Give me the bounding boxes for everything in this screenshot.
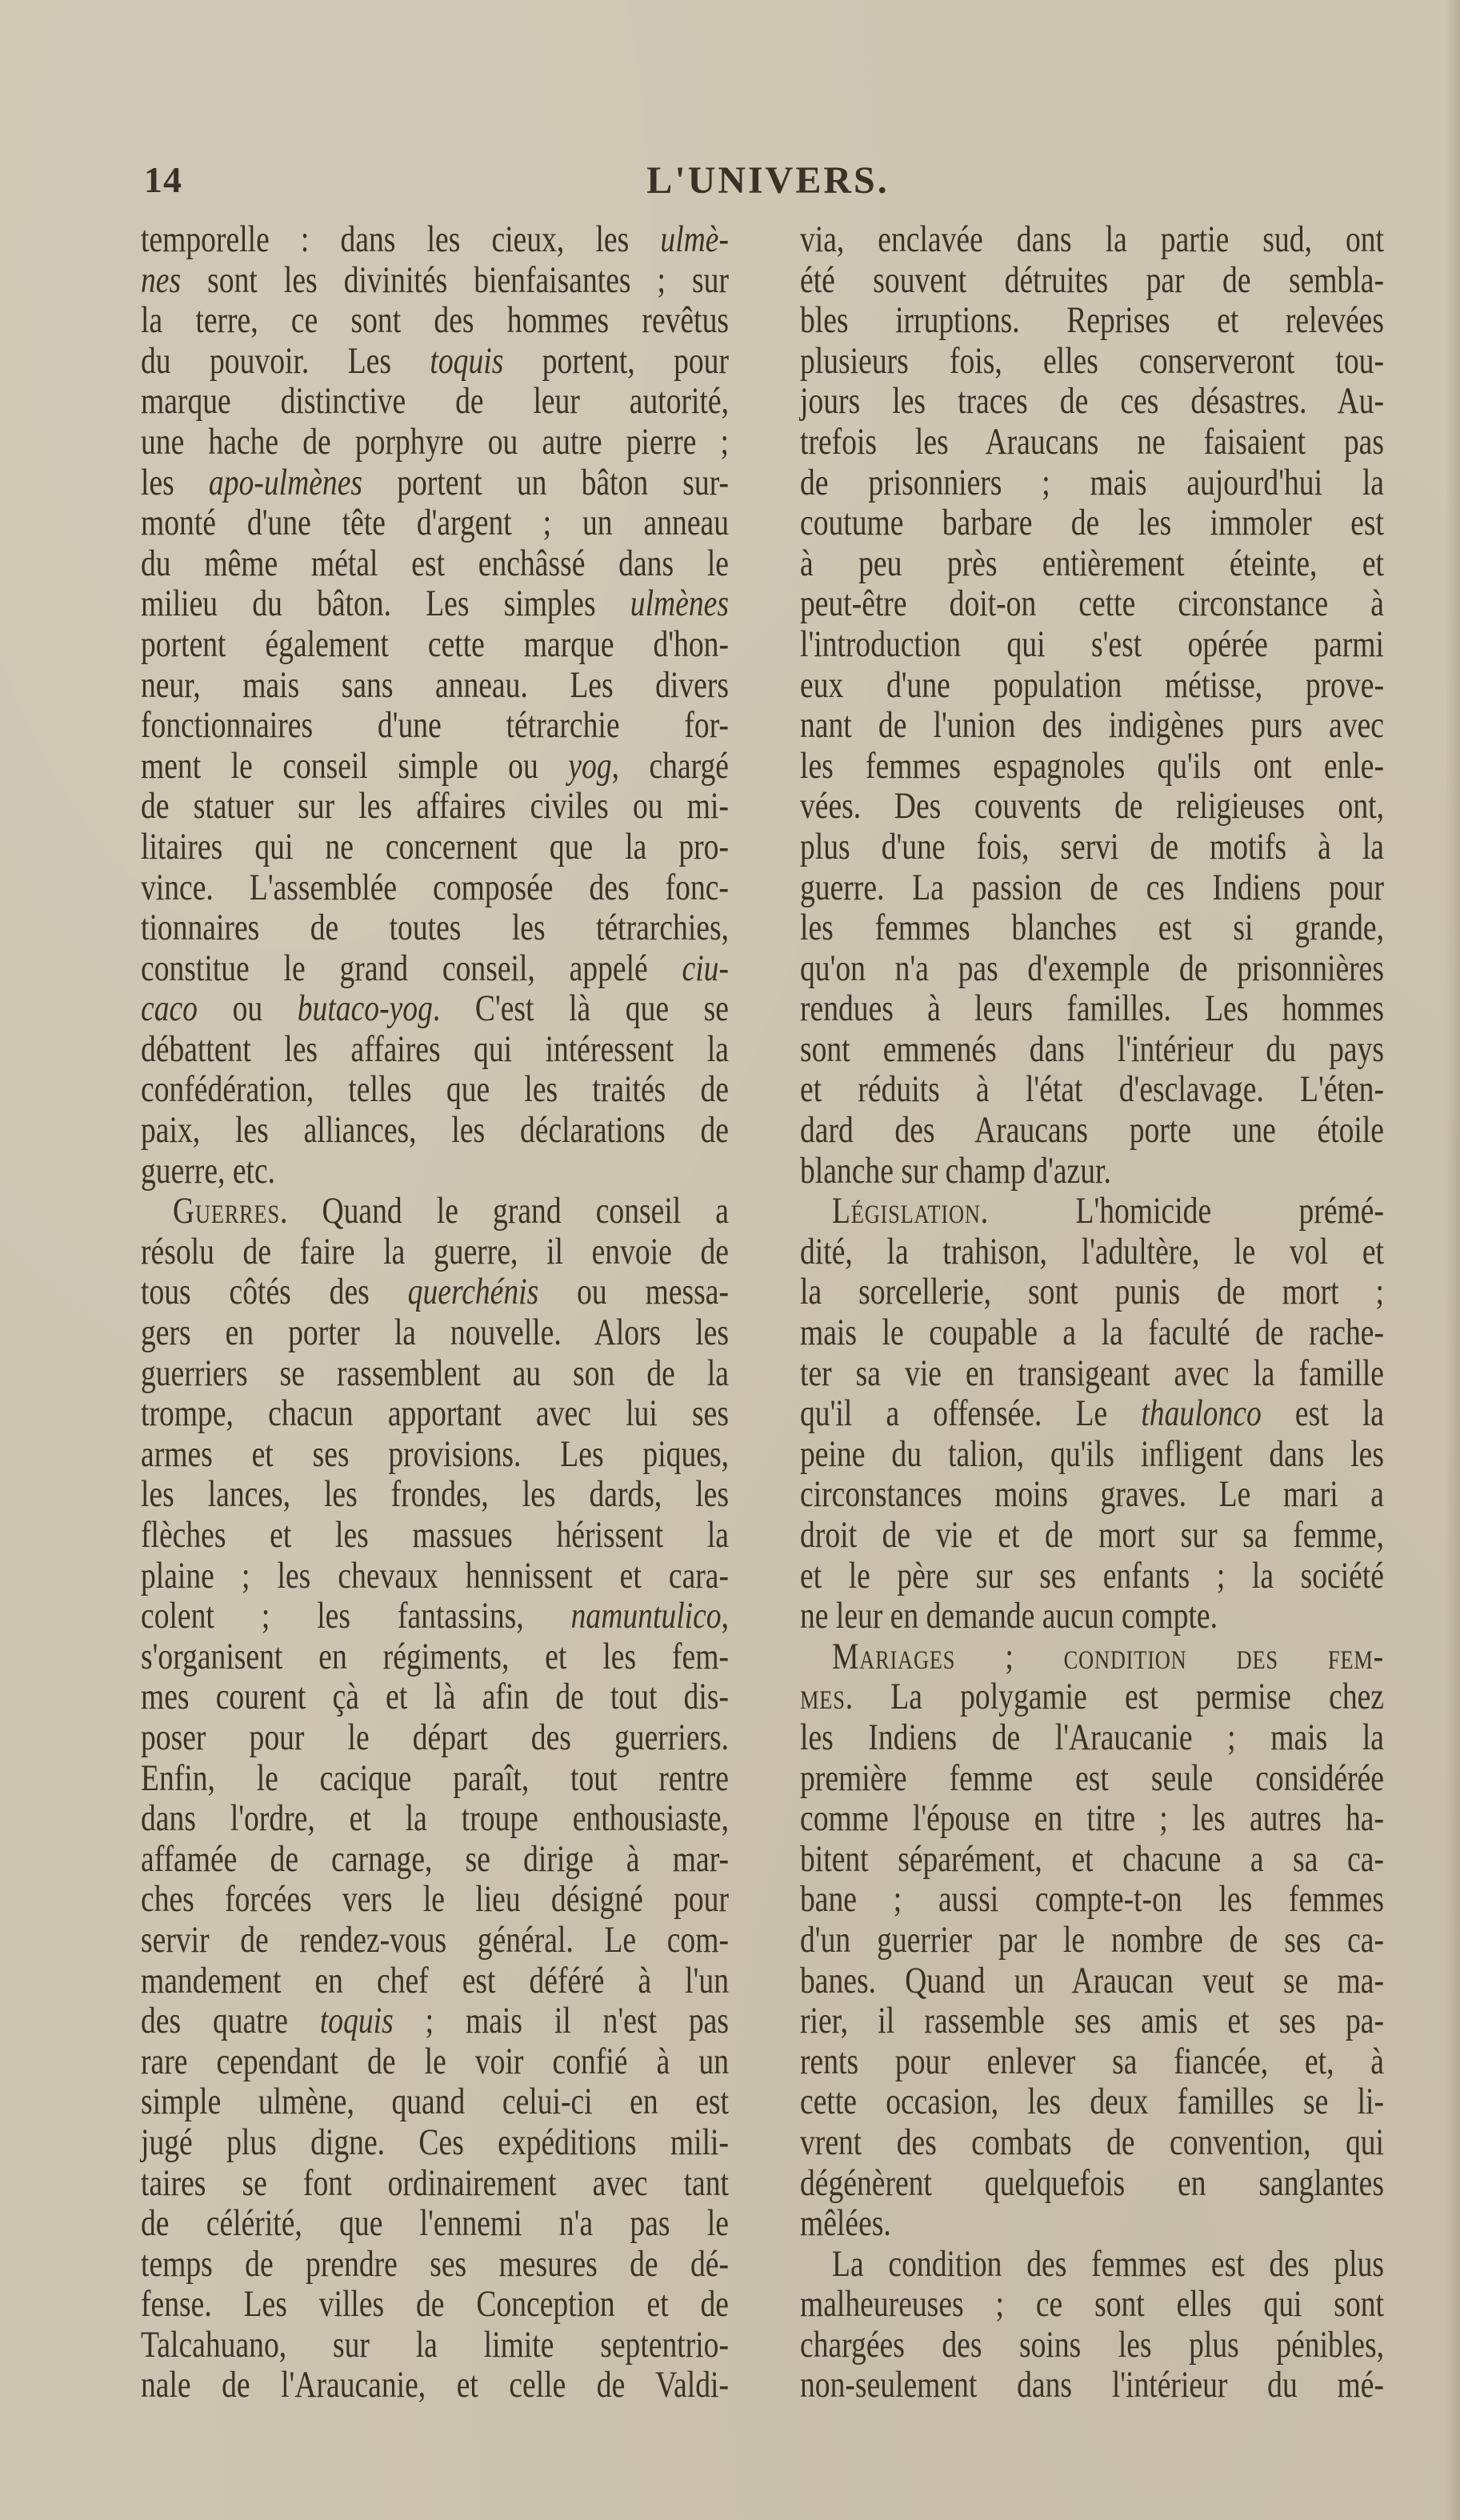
text-segment: ches forcées vers le lieu désigné pour <box>141 1878 729 1921</box>
text-segment: sont les divinités bienfaisantes ; sur <box>181 258 729 301</box>
text-line <box>800 1474 1384 1515</box>
text-segment: sont emmenés dans l'intérieur du pays <box>800 1028 1384 1070</box>
text-segment: chargées des soins les plus pénibles, <box>800 2323 1384 2366</box>
text-line <box>800 1798 1384 1839</box>
text-line <box>800 665 1384 706</box>
text-segment: fense. Les villes de Conception et de <box>141 2283 729 2326</box>
text-line <box>141 1758 729 1799</box>
text-segment: taires se font ordinairement avec tant <box>141 2161 729 2204</box>
text-segment: dans l'ordre, et la troupe enthousiaste, <box>141 1797 729 1840</box>
text-segment: rents pour enlever sa fiancée, et, à <box>800 2040 1384 2082</box>
text-segment: poser pour le départ des guerriers. <box>141 1716 729 1758</box>
text-line <box>141 1637 729 1677</box>
text-segment: . L'homicide prémé- <box>980 1190 1384 1232</box>
text-segment: Enfin, le cacique paraît, tout rentre <box>141 1757 729 1799</box>
text-line <box>800 907 1384 948</box>
text-line <box>800 2081 1384 2122</box>
text-line <box>800 1677 1384 1717</box>
text-line <box>141 1879 729 1920</box>
text-segment: jours les traces de ces désastres. Au- <box>800 380 1384 423</box>
text-segment: une hache de porphyre ou autre pierre ; <box>141 420 729 463</box>
text-line <box>800 1596 1384 1637</box>
text-segment: première femme est seule considérée <box>800 1757 1384 1799</box>
text-segment: et le père sur ses enfants ; la société <box>800 1554 1384 1597</box>
text-line <box>141 543 729 584</box>
text-segment: banes. Quand un Araucan veut se ma- <box>800 1959 1384 2001</box>
text-segment: les femmes espagnoles qu'ils ont enle- <box>800 744 1384 787</box>
text-line <box>141 1110 729 1151</box>
text-line <box>141 786 729 827</box>
page-edge-shadow <box>1446 0 1460 2520</box>
italic-term: ciu- <box>682 947 729 989</box>
text-line <box>800 1434 1384 1475</box>
text-segment: trompe, chacun apportant avec lui ses <box>141 1392 729 1435</box>
text-segment: monté d'une tête d'argent ; un anneau <box>141 502 729 544</box>
text-segment: nale de l'Araucanie, et celle de Valdi- <box>141 2364 729 2406</box>
text-segment: plusieurs fois, elles conserveront tou- <box>800 339 1384 382</box>
page-number: 14 <box>144 159 182 200</box>
text-line <box>800 2041 1384 2082</box>
text-line <box>141 2284 729 2325</box>
text-segment: de célérité, que l'ennemi n'a pas le <box>141 2202 729 2245</box>
text-line <box>141 300 729 341</box>
text-segment: résolu de faire la guerre, il envoie de <box>141 1230 729 1272</box>
text-segment: temps de prendre ses mesures de dé- <box>141 2242 729 2285</box>
section-heading: Guerres <box>173 1190 280 1232</box>
text-line <box>800 1556 1384 1597</box>
text-segment: mais le coupable a la faculté de rache- <box>800 1312 1384 1354</box>
italic-term: namuntulico <box>570 1595 722 1637</box>
text-segment: de prisonniers ; mais aujourd'hui la <box>800 461 1384 503</box>
text-line <box>141 907 729 948</box>
text-segment: vrent des combats de convention, qui <box>800 2121 1384 2163</box>
text-segment: été souvent détruites par de sembla- <box>800 258 1384 301</box>
text-segment: milieu du bâton. Les simples <box>141 583 630 625</box>
italic-term: apo-ulmènes <box>208 461 363 503</box>
text-segment: portent, pour <box>503 339 729 382</box>
text-line <box>800 1717 1384 1758</box>
text-segment: de statuer sur les affaires civiles ou mi- <box>141 785 729 827</box>
section-heading: Mariages ; condition des fem- <box>832 1635 1384 1677</box>
text-line <box>800 1069 1384 1110</box>
text-segment: dité, la trahison, l'adultère, le vol et <box>800 1230 1384 1272</box>
text-line <box>141 583 729 624</box>
text-segment: dégénèrent quelquefois en sanglantes <box>800 2161 1384 2204</box>
text-segment: les lances, les frondes, les dards, les <box>141 1473 729 1516</box>
text-line <box>141 503 729 543</box>
right-column <box>800 219 1384 2406</box>
text-segment: . C'est là que se <box>432 988 729 1030</box>
text-line <box>141 624 729 665</box>
text-segment: cette occasion, les deux familles se li- <box>800 2081 1384 2123</box>
text-line <box>800 2203 1384 2244</box>
text-line <box>800 1920 1384 1961</box>
text-line <box>800 1272 1384 1312</box>
text-line <box>800 260 1384 301</box>
text-line <box>800 1191 1384 1232</box>
text-line <box>141 746 729 787</box>
text-line <box>141 2163 729 2204</box>
text-line <box>800 583 1384 624</box>
text-line <box>800 2244 1384 2285</box>
text-line <box>141 1556 729 1597</box>
italic-term: ulmè- <box>660 218 729 260</box>
text-line <box>141 2081 729 2122</box>
text-segment: , <box>721 1595 729 1637</box>
text-segment: circonstances moins graves. Le mari a <box>800 1473 1384 1516</box>
text-segment: dard des Araucans porte une étoile <box>800 1109 1384 1152</box>
text-line <box>800 2284 1384 2325</box>
text-segment: rendues à leurs familles. Les hommes <box>800 988 1384 1030</box>
text-line <box>141 1839 729 1880</box>
text-segment: trefois les Araucans ne faisaient pas <box>800 420 1384 463</box>
text-segment: . Quand le grand conseil a <box>279 1190 730 1232</box>
text-line <box>800 2163 1384 2204</box>
text-segment: flèches et les massues hérissent la <box>141 1514 729 1556</box>
text-segment: tionnaires de toutes les tétrarchies, <box>141 907 729 949</box>
text-segment: marque distinctive de leur autorité, <box>141 380 729 423</box>
text-line <box>141 1474 729 1515</box>
text-line <box>800 1637 1384 1677</box>
text-segment: d'un guerrier par le nombre de ses ca- <box>800 1918 1384 1961</box>
running-head <box>144 158 1392 206</box>
text-segment: confédération, telles que les traités de <box>141 1068 729 1111</box>
text-segment: bles irruptions. Reprises et relevées <box>800 299 1384 342</box>
left-column <box>141 219 729 2406</box>
text-line <box>800 1758 1384 1799</box>
text-line <box>800 1353 1384 1394</box>
text-line <box>141 1393 729 1434</box>
text-line <box>141 1312 729 1353</box>
text-line <box>141 1677 729 1717</box>
text-segment: qu'on n'a pas d'exemple de prisonnières <box>800 947 1384 989</box>
text-segment: l'introduction qui s'est opérée parmi <box>800 623 1384 665</box>
text-segment: , chargé <box>611 744 729 787</box>
text-segment: les <box>141 461 209 503</box>
text-line <box>141 705 729 746</box>
text-segment: nant de l'union des indigènes purs avec <box>800 704 1384 747</box>
text-segment: qu'il a offensée. Le <box>800 1392 1142 1435</box>
text-segment: ; mais il n'est pas <box>393 2000 729 2042</box>
text-segment: vince. L'assemblée composée des fonc- <box>141 866 729 908</box>
text-segment: blanche sur champ d'azur. <box>800 1149 1111 1192</box>
text-segment: armes et ses provisions. Les piques, <box>141 1432 729 1475</box>
text-segment: plus d'une fois, servi de motifs à la <box>800 825 1384 867</box>
text-line <box>800 1393 1384 1434</box>
text-line <box>800 341 1384 382</box>
italic-term: toquis <box>430 339 504 382</box>
text-segment: les femmes blanches est si grande, <box>800 907 1384 949</box>
text-segment: gers en porter la nouvelle. Alors les <box>141 1312 729 1354</box>
text-segment: bane ; aussi compte-t-on les femmes <box>800 1878 1384 1921</box>
text-line <box>141 2365 729 2406</box>
text-segment: guerriers se rassemblent au son de la <box>141 1352 729 1394</box>
text-line <box>800 948 1384 989</box>
text-line <box>800 1312 1384 1353</box>
text-segment: ment le conseil simple ou <box>141 744 569 787</box>
text-segment: des quatre <box>141 2000 320 2042</box>
text-segment: colent ; les fantassins, <box>141 1595 571 1637</box>
text-segment: paix, les alliances, les déclarations de <box>141 1109 729 1152</box>
italic-term: yog <box>568 744 612 787</box>
text-line <box>800 2325 1384 2366</box>
text-line <box>141 665 729 706</box>
text-line <box>800 2365 1384 2406</box>
italic-term: ulmènes <box>630 583 729 625</box>
text-segment: guerre, etc. <box>141 1149 276 1192</box>
text-line <box>141 1961 729 2001</box>
section-heading: mes <box>800 1676 846 1718</box>
text-line <box>141 219 729 260</box>
text-segment: ne leur en demande aucun compte. <box>800 1595 1218 1637</box>
text-line <box>141 1069 729 1110</box>
text-segment: portent également cette marque d'hon- <box>141 623 729 665</box>
text-line <box>141 2244 729 2285</box>
text-line <box>800 463 1384 503</box>
text-segment: neur, mais sans anneau. Les divers <box>141 663 729 706</box>
text-line <box>141 422 729 463</box>
text-segment: coutume barbare de les immoler est <box>800 502 1384 544</box>
text-line <box>800 624 1384 665</box>
text-line <box>800 1029 1384 1070</box>
text-line <box>141 1920 729 1961</box>
text-segment: bitent séparément, et chacune a sa ca- <box>800 1837 1384 1880</box>
text-line <box>800 1961 1384 2001</box>
text-segment: la sorcellerie, sont punis de mort ; <box>800 1271 1384 1313</box>
text-line <box>800 503 1384 543</box>
text-line <box>141 2041 729 2082</box>
text-line <box>141 1717 729 1758</box>
text-line <box>141 1798 729 1839</box>
text-line <box>141 463 729 503</box>
text-segment: temporelle : dans les cieux, les <box>141 218 661 260</box>
text-line <box>141 1029 729 1070</box>
text-line <box>800 1839 1384 1880</box>
text-segment: portent un bâton sur- <box>362 461 730 503</box>
text-line <box>800 2001 1384 2041</box>
text-line <box>800 300 1384 341</box>
text-line <box>141 1151 729 1192</box>
text-segment: mandement en chef est déféré à l'un <box>141 1959 729 2001</box>
text-line <box>800 543 1384 584</box>
text-line <box>141 827 729 867</box>
text-segment: constitue le grand conseil, appelé <box>141 947 682 989</box>
text-segment: du pouvoir. Les <box>141 339 430 382</box>
text-line <box>800 1151 1384 1192</box>
text-segment: plaine ; les chevaux hennissent et cara- <box>141 1554 729 1597</box>
text-line <box>141 1353 729 1394</box>
text-segment: ou <box>197 988 298 1030</box>
text-segment: rier, il rassemble ses amis et ses pa- <box>800 2000 1384 2042</box>
text-segment: droit de vie et de mort sur sa femme, <box>800 1514 1384 1556</box>
text-line <box>141 1434 729 1475</box>
text-segment: vées. Des couvents de religieuses ont, <box>800 785 1384 827</box>
text-line <box>800 867 1384 908</box>
text-segment: servir de rendez-vous général. Le com- <box>141 1918 729 1961</box>
text-segment: . La polygamie est permise chez <box>845 1676 1384 1718</box>
running-title: L'UNIVERS. <box>646 159 890 202</box>
text-segment: non-seulement dans l'intérieur du mé- <box>800 2364 1384 2406</box>
text-line <box>141 260 729 301</box>
text-segment: peut-être doit-on cette circonstance à <box>800 583 1384 625</box>
text-line <box>141 2325 729 2366</box>
text-line <box>800 2122 1384 2163</box>
text-segment: à peu près entièrement éteinte, et <box>800 542 1384 584</box>
italic-term: butaco-yog <box>297 988 433 1030</box>
italic-term: thaulonco <box>1141 1392 1262 1435</box>
text-line <box>800 786 1384 827</box>
text-segment: rare cependant de le voir confié à un <box>141 2040 729 2082</box>
text-segment: mes courent çà et là afin de tout dis- <box>141 1676 729 1718</box>
text-segment: mêlées. <box>800 2202 891 2245</box>
text-line <box>141 988 729 1029</box>
text-segment: guerre. La passion de ces Indiens pour <box>800 866 1384 908</box>
text-segment: comme l'épouse en titre ; les autres ha- <box>800 1797 1384 1840</box>
text-line <box>141 1515 729 1556</box>
text-line <box>141 1191 729 1232</box>
text-segment: ou messa- <box>538 1271 729 1313</box>
text-line <box>800 381 1384 422</box>
text-line <box>141 2122 729 2163</box>
text-segment: ter sa vie en transigeant avec la famille <box>800 1352 1384 1394</box>
text-segment: tous côtés des <box>141 1271 408 1313</box>
text-line <box>800 827 1384 867</box>
text-segment: La condition des femmes est des plus <box>832 2242 1384 2285</box>
text-segment: Talcahuano, sur la limite septentrio- <box>141 2323 729 2366</box>
text-segment: s'organisent en régiments, et les fem- <box>141 1635 729 1677</box>
text-line <box>141 1232 729 1272</box>
italic-term: nes <box>141 258 182 301</box>
text-segment: fonctionnaires d'une tétrarchie for- <box>141 704 729 747</box>
text-segment: est la <box>1261 1392 1384 1435</box>
text-line <box>800 1879 1384 1920</box>
text-line <box>800 1515 1384 1556</box>
text-segment: débattent les affaires qui intéressent la <box>141 1028 729 1070</box>
italic-term: caco <box>141 988 198 1030</box>
text-segment: affamée de carnage, se dirige à mar- <box>141 1837 729 1880</box>
text-segment: eux d'une population métisse, prove- <box>800 663 1384 706</box>
text-segment: malheureuses ; ce sont elles qui sont <box>800 2283 1384 2326</box>
text-segment: la terre, ce sont des hommes revêtus <box>141 299 729 342</box>
text-segment: via, enclavée dans la partie sud, ont <box>800 218 1384 260</box>
text-segment: jugé plus digne. Ces expéditions mili- <box>141 2121 729 2163</box>
text-line <box>800 988 1384 1029</box>
text-segment: litaires qui ne concernent que la pro- <box>141 825 729 867</box>
text-segment: peine du talion, qu'ils infligent dans les <box>800 1432 1384 1475</box>
text-line <box>800 1232 1384 1272</box>
text-line <box>800 705 1384 746</box>
text-segment: et réduits à l'état d'esclavage. L'éten- <box>800 1068 1384 1111</box>
text-segment: du même métal est enchâssé dans le <box>141 542 729 584</box>
text-line <box>141 1272 729 1312</box>
italic-term: toquis <box>319 2000 394 2042</box>
text-line <box>141 2203 729 2244</box>
text-line <box>141 2001 729 2041</box>
text-line <box>141 948 729 989</box>
text-line <box>141 867 729 908</box>
text-segment: simple ulmène, quand celui-ci en est <box>141 2081 729 2123</box>
text-line <box>141 381 729 422</box>
text-segment: les Indiens de l'Araucanie ; mais la <box>800 1716 1384 1758</box>
text-line <box>800 746 1384 787</box>
text-line <box>800 219 1384 260</box>
text-line <box>141 1596 729 1637</box>
text-line <box>141 341 729 382</box>
italic-term: querchénis <box>407 1271 539 1313</box>
section-heading: Législation <box>832 1190 981 1232</box>
text-line <box>800 422 1384 463</box>
text-line <box>800 1110 1384 1151</box>
